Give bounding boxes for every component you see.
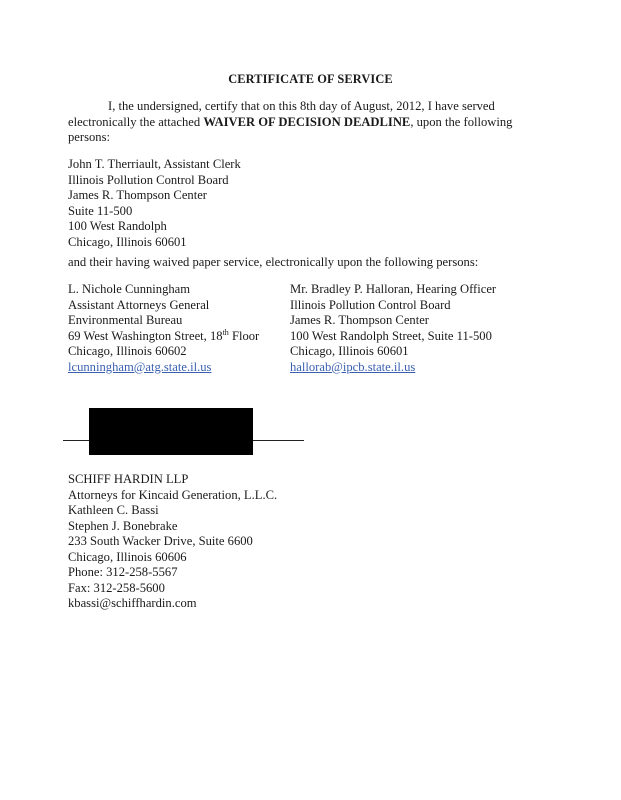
clerk-address-line: Chicago, Illinois 60601 [68,234,187,249]
clerk-address-line: James R. Thompson Center [68,188,207,202]
clerk-address-block [68,157,241,250]
street-suffix: Floor [228,328,260,343]
recipient-city: Chicago, Illinois 60601 [290,344,409,358]
recipient-bureau: Environmental Bureau [68,313,183,327]
recipient-building: James R. Thompson Center [290,313,429,327]
recipient-name: L. Nichole Cunningham [68,282,191,296]
recipient-right-block [290,282,496,375]
firm-line: SCHIFF HARDIN LLP [68,472,189,486]
page-title: CERTIFICATE OF SERVICE [228,72,393,86]
redacted-signature-box [89,408,253,455]
recipient-title: Assistant Attorneys General [68,297,210,312]
firm-line: Chicago, Illinois 60606 [68,549,187,564]
certification-prefix: I, the undersigned, certify that on this 8th day of August, 2012, I have served electronically the attached [68,99,495,129]
clerk-address-line: Illinois Pollution Control Board [68,172,229,187]
waived-service-text: and their having waived paper service, electronically upon the following persons: [68,255,479,269]
clerk-address-line: 100 West Randolph [68,219,167,233]
firm-line: Attorneys for Kincaid Generation, L.L.C. [68,487,278,502]
firm-line: 233 South Wacker Drive, Suite 6600 [68,534,253,548]
firm-line: Stephen J. Bonebrake [68,518,178,533]
recipient-street [68,329,259,345]
street-ordinal-suffix: th [222,327,229,337]
certification-paragraph [68,99,513,146]
firm-line: Phone: 312-258-5567 [68,565,178,579]
recipient-email-link[interactable]: hallorab@ipcb.state.il.us [290,359,416,374]
clerk-address-line: Suite 11-500 [68,203,133,218]
certification-suffix: , upon the following persons: [68,114,513,144]
recipient-name: Mr. Bradley P. Halloran, Hearing Officer [290,282,497,296]
firm-signature-block [68,472,277,612]
recipient-left-block [68,282,259,375]
recipient-org: Illinois Pollution Control Board [290,297,451,312]
firm-line: Kathleen C. Bassi [68,503,159,517]
clerk-address-line: John T. Therriault, Assistant Clerk [68,157,241,171]
firm-email: kbassi@schiffhardin.com [68,596,197,610]
street-prefix: 69 West Washington Street, 18 [68,328,223,343]
recipient-street: 100 West Randolph Street, Suite 11-500 [290,328,492,343]
recipient-city: Chicago, Illinois 60602 [68,344,187,358]
firm-line: Fax: 312-258-5600 [68,580,165,595]
served-document-name: WAIVER OF DECISION DEADLINE [203,114,411,129]
recipient-email-link[interactable]: lcunningham@atg.state.il.us [68,359,212,374]
